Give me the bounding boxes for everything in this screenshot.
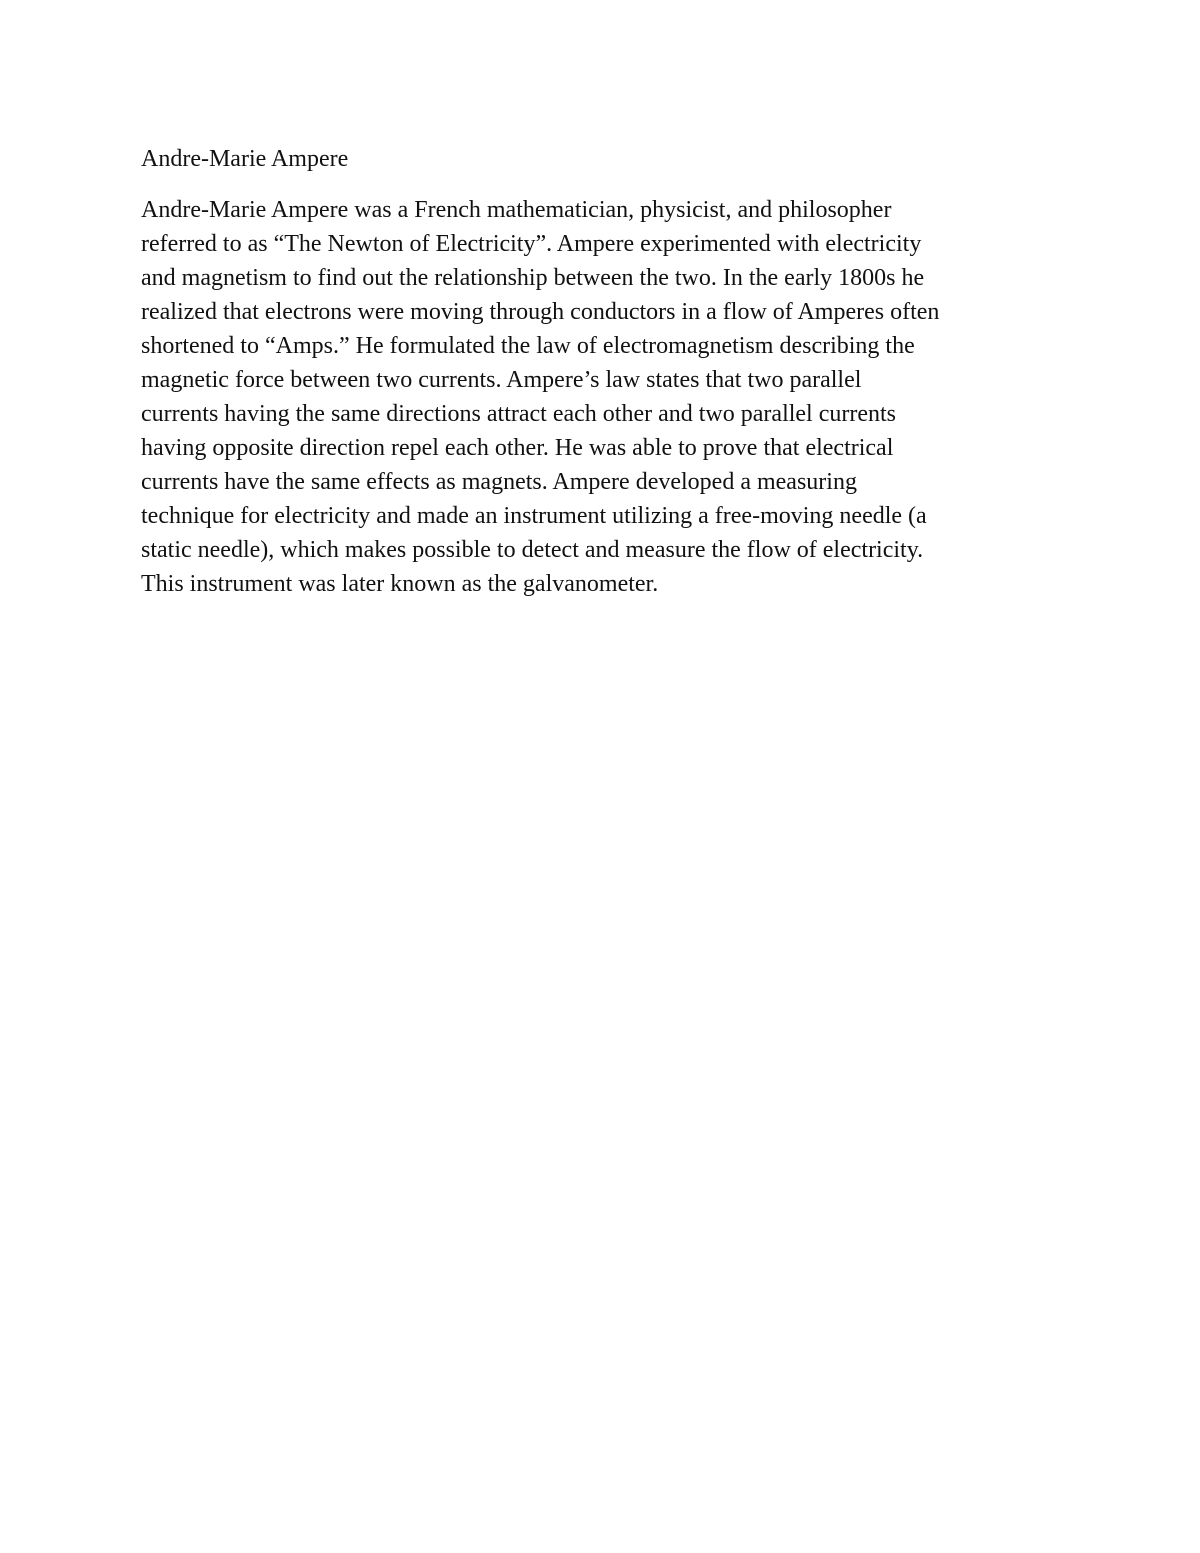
body-line: shortened to “Amps.” He formulated the law of electromagnetism describing the (141, 333, 915, 359)
body-line: currents having the same directions attract each other and two parallel currents (141, 401, 897, 427)
body-line: static needle), which makes possible to detect and measure the flow of electricity. (141, 537, 924, 563)
document-body (141, 193, 1081, 601)
body-line: technique for electricity and made an instrument utilizing a free-moving needle (a (141, 503, 927, 529)
body-line: currents have the same effects as magnets. Ampere developed a measuring (141, 469, 857, 495)
body-line: having opposite direction repel each other. He was able to prove that electrical (141, 435, 894, 461)
body-line: referred to as “The Newton of Electricity”. Ampere experimented with electricity (141, 231, 922, 257)
body-line: This instrument was later known as the galvanometer. (141, 571, 659, 597)
body-line: realized that electrons were moving through conductors in a flow of Amperes often (141, 299, 940, 325)
body-line: magnetic force between two currents. Ampere’s law states that two parallel (141, 367, 862, 393)
body-line: and magnetism to find out the relationship between the two. In the early 1800s he (141, 265, 925, 291)
body-line: Andre-Marie Ampere was a French mathematician, physicist, and philosopher (141, 197, 892, 223)
document-title: Andre-Marie Ampere (141, 146, 349, 172)
